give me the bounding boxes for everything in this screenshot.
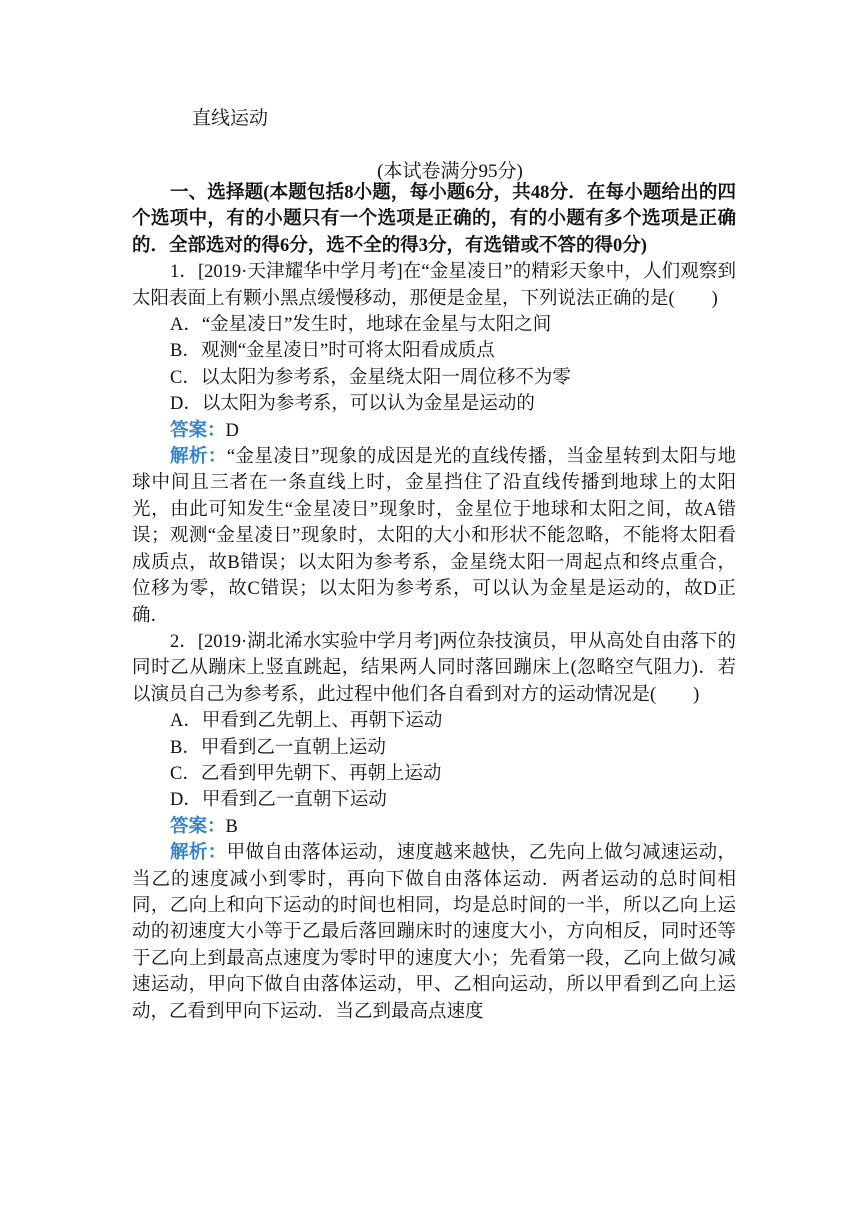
analysis-text: 甲做自由落体运动，速度越来越快，乙先向上做匀减速运动，当乙的速度减小到零时，再向下做自由落体运动．两者运动的总时间相同，乙向上和向下运动的时间也相同，均是总时间的一半，所以乙向上运动的初速度大小等于乙最后落回蹦床时的速度大小，方向相反，同时还等于乙向上到最高点速度为零时甲的速度大小；先看第一段，乙向上做匀减速运动，甲向下做自由落体运动，甲、乙相向运动，所以甲看到乙向上运动，乙看到甲向下运动．当乙到最高点速度 — [132, 843, 736, 1022]
answer-line — [132, 814, 736, 840]
answer-value: B — [225, 816, 238, 837]
option-d: D．以太阳为参考系，可以认为金星是运动的 — [170, 394, 535, 415]
option-b: B．甲看到乙一直朝上运动 — [170, 737, 386, 758]
question-2 — [132, 629, 736, 1025]
question-1 — [132, 259, 736, 629]
answer-line — [132, 418, 736, 444]
option-b: B．观测“金星凌日”时可将太阳看成质点 — [170, 341, 495, 362]
option-d: D．甲看到乙一直朝下运动 — [170, 790, 387, 811]
option-c: C．乙看到甲先朝下、再朝上运动 — [170, 763, 442, 784]
analysis-paragraph — [132, 840, 736, 1025]
option-a: A．“金星凌日”发生时，地球在金星与太阳之间 — [170, 315, 552, 336]
answer-label: 答案： — [170, 420, 226, 441]
score-note: (本试卷满分95分) — [377, 161, 523, 182]
option-c: C．以太阳为参考系，金星绕太阳一周位移不为零 — [170, 367, 571, 388]
page-title: 直线运动 — [192, 108, 269, 129]
analysis-label: 解析： — [170, 843, 227, 864]
document-body — [132, 180, 736, 1025]
question-stem: 1．[2019·天津耀华中学月考]在“金星凌日”的精彩天象中，人们观察到太阳表面上有颗小黑点缓慢移动，那便是金星，下列说法正确的是( ) — [132, 262, 736, 309]
analysis-paragraph — [132, 444, 736, 629]
answer-label: 答案： — [170, 816, 226, 837]
question-stem: 2．[2019·湖北浠水实验中学月考]两位杂技演员，甲从高处自由落下的同时乙从蹦床上竖直跳起，结果两人同时落回蹦床上(忽略空气阻力)．若以演员自己为参考系，此过程中他们各自看到对方的运动情况是( ) — [132, 631, 736, 705]
section-heading: 一、选择题(本题包括8小题，每小题6分，共48分．在每小题给出的四个选项中，有的小题只有一个选项是正确的，有的小题有多个选项是正确的．全部选对的得6分，选不全的得3分，有选错或不答的得0分) — [132, 183, 736, 256]
option-a: A．甲看到乙先朝上、再朝下运动 — [170, 711, 443, 732]
analysis-label: 解析： — [170, 447, 227, 468]
analysis-text: “金星凌日”现象的成因是光的直线传播，当金星转到太阳与地球中间且三者在一条直线上时，金星挡住了沿直线传播到地球上的太阳光，由此可知发生“金星凌日”现象时，金星位于地球和太阳之间，故A错误；观测“金星凌日”现象时，太阳的大小和形状不能忽略，不能将太阳看成质点，故B错误；以太阳为参考系，金星绕太阳一周起点和终点重合，位移为零，故C错误；以太阳为参考系，可以认为金星是运动的，故D正确． — [132, 447, 736, 626]
answer-value: D — [225, 420, 239, 441]
